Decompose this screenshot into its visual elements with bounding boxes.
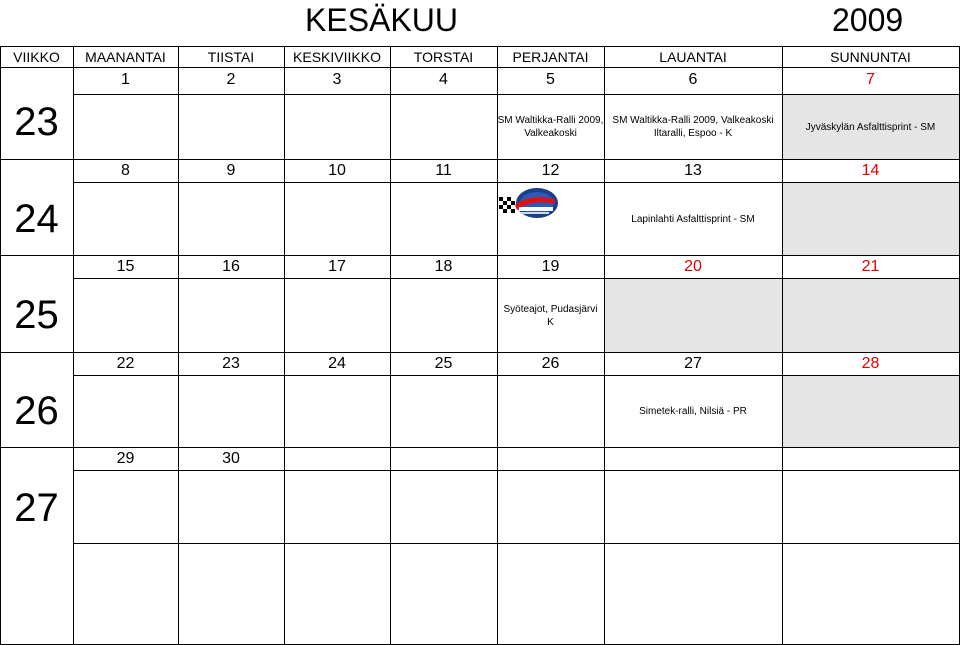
event-text: Iltaralli, Espoo - K (653, 128, 733, 139)
day-number: 12 (541, 162, 560, 179)
day-number: 4 (439, 71, 448, 88)
day-number: 2 (226, 71, 236, 88)
day-number: 25 (434, 355, 453, 372)
day-number: 26 (541, 355, 560, 372)
day-number: 18 (434, 258, 453, 275)
day-number: 17 (328, 258, 346, 275)
grid-line (73, 543, 960, 544)
week-number: 25 (14, 293, 59, 337)
header-monday: MAANANTAI (85, 49, 166, 65)
day-number: 3 (332, 71, 342, 88)
event-text: Jyväskylän Asfalttisprint - SM (805, 121, 936, 133)
grid-line (390, 46, 391, 645)
day-number: 30 (222, 450, 240, 467)
day-number: 1 (121, 71, 130, 88)
event-cell (497, 95, 604, 159)
shade-w24-sun (782, 182, 959, 255)
day-number: 11 (435, 162, 452, 179)
header-friday: PERJANTAI (512, 49, 589, 65)
header-wednesday: KESKIVIIKKO (293, 49, 381, 65)
year-title: 2009 (832, 2, 904, 38)
day-number: 27 (684, 355, 702, 372)
grid-line (284, 46, 285, 645)
week-number: 23 (14, 100, 59, 144)
header-tuesday: TIISTAI (207, 49, 255, 65)
week-number: 26 (14, 389, 59, 433)
day-number: 19 (541, 258, 560, 275)
racing-logo-icon (499, 185, 561, 223)
day-number: 23 (222, 355, 240, 372)
event-text: Simetek-ralli, Nilsiä - PR (639, 406, 747, 417)
month-title: KESÄKUU (305, 2, 458, 38)
event-cell (782, 95, 959, 159)
day-number: 5 (546, 71, 555, 88)
event-text: Valkeakoski (524, 128, 577, 139)
event-text: Syöteajot, Pudasjärvi (503, 303, 598, 315)
event-cell (604, 95, 782, 159)
day-number: 10 (328, 162, 346, 179)
day-number: 16 (222, 258, 240, 275)
day-number: 8 (121, 162, 130, 179)
week-number: 24 (14, 197, 59, 241)
day-number: 6 (688, 71, 698, 88)
day-number: 22 (116, 355, 135, 372)
day-number-sunday: 14 (861, 162, 880, 179)
event-text: K (547, 316, 554, 328)
event-text: SM Waltikka-Ralli 2009, Valkeakoski (612, 115, 774, 126)
event-text: Lapinlahti Asfalttisprint - SM (631, 213, 755, 225)
header-saturday: LAUANTAI (659, 49, 727, 65)
event-text: SM Waltikka-Ralli 2009, (497, 115, 604, 126)
day-number-sunday: 28 (861, 355, 880, 372)
event-cell (497, 279, 604, 352)
header-sunday: SUNNUNTAI (830, 49, 911, 65)
event-cell (604, 183, 782, 255)
day-number: 13 (684, 162, 702, 179)
shade-w26-sun (782, 375, 959, 447)
day-number-sunday: 21 (861, 258, 880, 275)
header-thursday: TORSTAI (413, 49, 474, 65)
day-number: 15 (116, 258, 135, 275)
day-number: 24 (328, 355, 346, 372)
day-number-sunday: 7 (866, 71, 875, 88)
grid-line (73, 46, 74, 645)
event-cell (604, 376, 782, 447)
day-number: 9 (226, 162, 236, 179)
day-number-holiday: 20 (684, 258, 702, 275)
header-week: VIIKKO (13, 49, 60, 65)
week-number: 27 (14, 486, 59, 530)
grid-line (178, 46, 179, 645)
day-number: 29 (116, 450, 135, 467)
